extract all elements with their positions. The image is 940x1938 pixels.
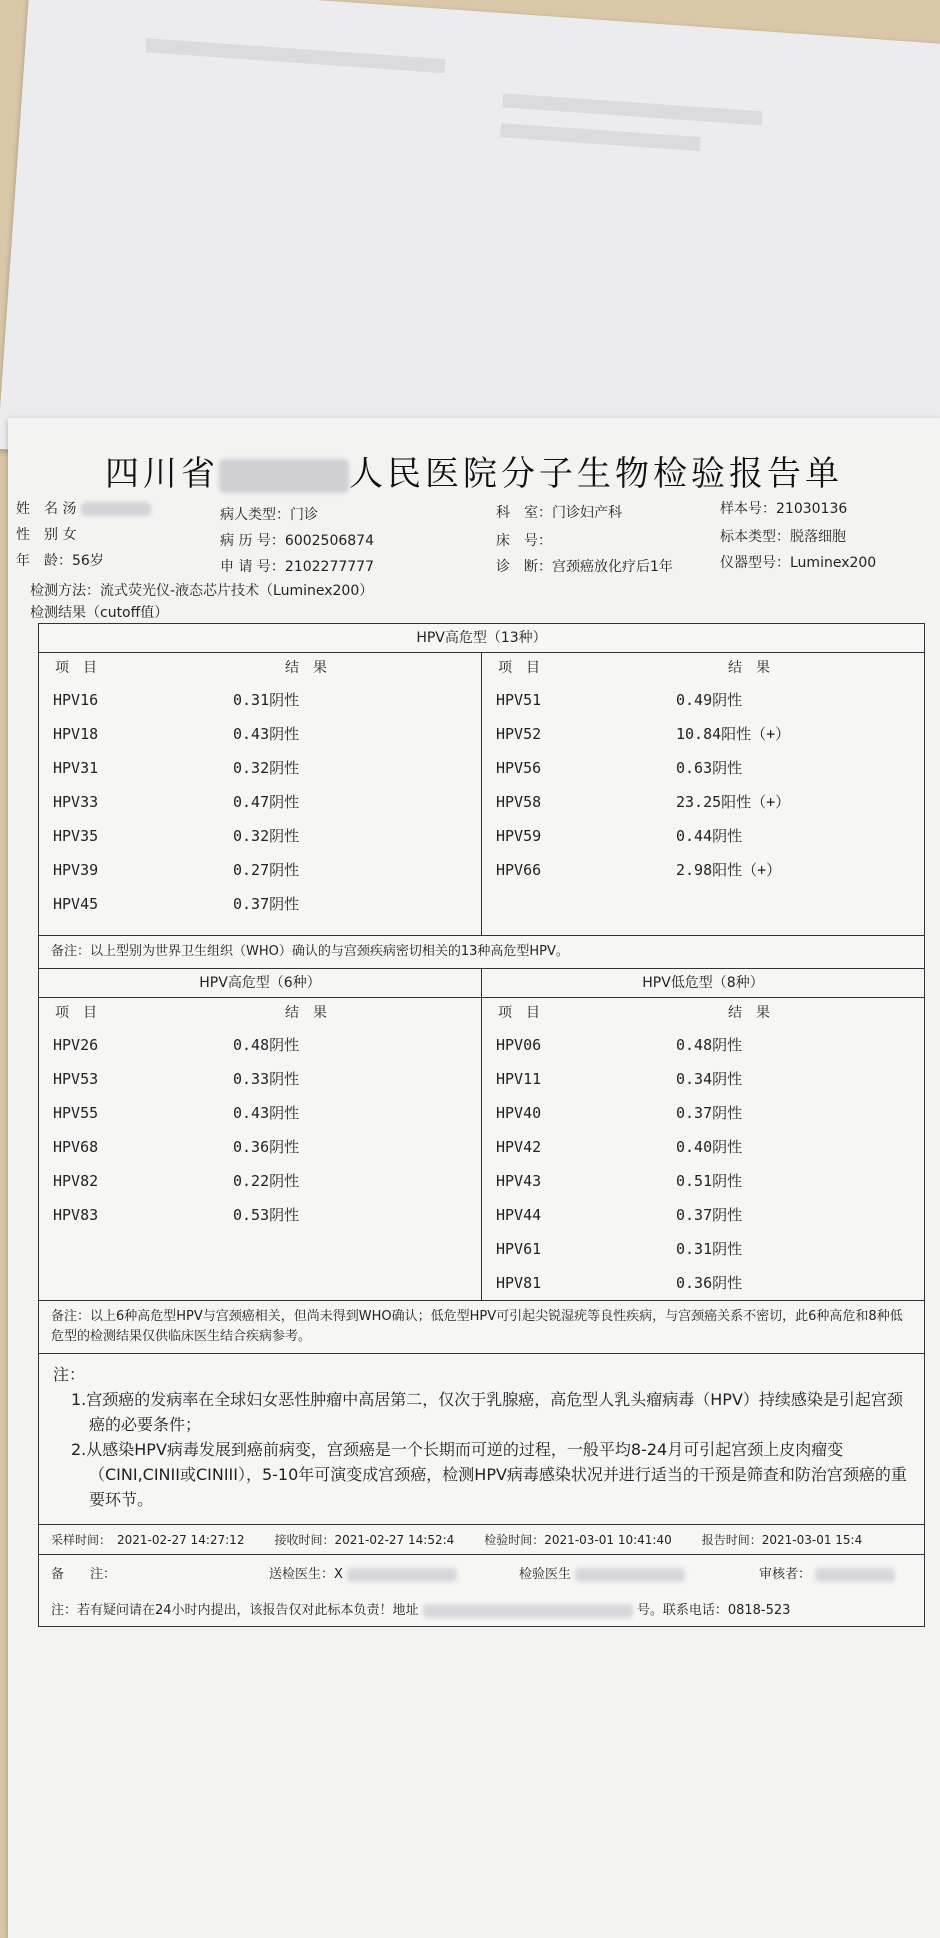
hpv-type: HPV51: [496, 691, 542, 709]
hpv-type: HPV53: [53, 1070, 99, 1088]
hpv-type: HPV82: [53, 1172, 99, 1190]
hpv-type: HPV43: [496, 1172, 542, 1190]
hpv-type: HPV26: [53, 1036, 99, 1054]
sex-field: [16, 524, 76, 544]
high6-low8-section: [39, 998, 924, 1301]
hpv-type: HPV52: [496, 725, 542, 743]
age-value: 56岁: [72, 553, 104, 569]
redacted-region: [81, 502, 151, 516]
dept-label: 科 室: [496, 505, 538, 521]
result-label: 检测结果（cutoff值）: [30, 605, 169, 621]
hpv-type: HPV83: [53, 1206, 99, 1224]
apply-no-value: 2102277777: [284, 559, 374, 575]
col-item-label: 项 目: [55, 660, 97, 676]
table-row: [482, 1062, 924, 1096]
remark-label: 备 注：: [51, 1567, 117, 1582]
report-title: [8, 446, 940, 495]
method-line: 检测方法：流式荧光仪-液态芯片技术（Luminex200）: [30, 583, 374, 599]
hpv-type: HPV68: [53, 1138, 99, 1156]
low8-title: HPV低危型（8种）: [642, 975, 764, 991]
column-header: [39, 998, 481, 1028]
redacted-region: [219, 459, 349, 493]
high6-low8-note: 备注：以上6种高危型HPV与宫颈癌相关，但尚未得到WHO确认；低危型HPV可引起尖锐湿疣等良性疾病，与宫颈癌关系不密切，此6种高危和8种低危型的检测结果仅供临床医生结合疾病参考。: [39, 1301, 924, 1354]
test-doctor-text: 检验医生: [519, 1567, 572, 1582]
receive-time: 接收时间：2021-02-27 14:52:4: [274, 1533, 455, 1547]
test-time: 检验时间：2021-03-01 10:41:40: [484, 1533, 672, 1547]
hpv-type: HPV40: [496, 1104, 542, 1122]
table-row: [482, 1266, 924, 1300]
report-sheet: [8, 418, 940, 1938]
title-right: 人民医院分子生物检验报告单: [349, 454, 843, 494]
table-row: [39, 1198, 481, 1232]
hpv-result: 0.40阴性: [676, 1138, 743, 1156]
hpv-result: 0.31阴性: [233, 691, 300, 709]
table-row: [39, 717, 481, 751]
dept-value: 门诊妇产科: [552, 505, 622, 521]
col-item-label: 项 目: [498, 1005, 540, 1021]
hpv-type: HPV11: [496, 1070, 542, 1088]
patient-type-label: 病人类型: [220, 507, 276, 523]
table-row: [482, 751, 924, 785]
hpv-type: HPV81: [496, 1274, 542, 1292]
high13-left-column: [39, 653, 482, 935]
hpv-result: 0.48阴性: [676, 1036, 743, 1054]
table-row: [482, 1198, 924, 1232]
sample-no-value: 21030136: [776, 501, 848, 517]
test-doctor: [519, 1563, 685, 1582]
hpv-result: 0.49阴性: [676, 691, 743, 709]
name-label: 姓 名: [16, 501, 58, 517]
table-row: [39, 683, 481, 717]
hpv-result: 0.34阴性: [676, 1070, 743, 1088]
hpv-result: 0.33阴性: [233, 1070, 300, 1088]
diagnosis-label: 诊 断: [496, 559, 538, 575]
apply-no-label: 申 请 号: [220, 559, 271, 575]
instrument-value: Luminex200: [790, 555, 877, 571]
faded-print: [145, 38, 445, 73]
hpv-type: HPV55: [53, 1104, 99, 1122]
timestamps-row: [39, 1525, 924, 1555]
table-row: [482, 1096, 924, 1130]
patient-type-field: 病人类型：门诊: [220, 507, 318, 523]
table-row: [39, 785, 481, 819]
hpv-type: HPV61: [496, 1240, 542, 1258]
col-item-label: 项 目: [498, 660, 540, 676]
hpv-type: HPV66: [496, 861, 542, 879]
high6-column: [39, 998, 482, 1300]
low8-column: [482, 998, 924, 1300]
col-result-label: 结 果: [728, 660, 770, 676]
hpv-type: HPV56: [496, 759, 542, 777]
table-row: [482, 1028, 924, 1062]
hpv-result: 0.32阴性: [233, 759, 300, 777]
hpv-type: HPV33: [53, 793, 99, 811]
disclaimer: 注：若有疑问请在24小时内提出，该报告仅对此标本负责！地址: [51, 1603, 419, 1618]
hpv-result: 0.51阴性: [676, 1172, 743, 1190]
send-doctor: [269, 1563, 457, 1582]
hpv-result: 0.43阴性: [233, 725, 300, 743]
note-item: 1.宫颈癌的发病率在全球妇女恶性肿瘤中高居第二，仅次于乳腺癌，高危型人乳头瘤病毒（HPV）持续感染是引起宫颈癌的必要条件；: [71, 1390, 903, 1434]
hpv-result: 0.44阴性: [676, 827, 743, 845]
hpv-type: HPV18: [53, 725, 99, 743]
hpv-result: 0.53阴性: [233, 1206, 300, 1224]
column-header: [482, 998, 924, 1028]
reviewer-text: 审核者：: [759, 1567, 812, 1582]
hpv-type: HPV39: [53, 861, 99, 879]
age-field: 年 龄：56岁: [16, 553, 104, 569]
hpv-result: 0.22阴性: [233, 1172, 300, 1190]
table-row: [39, 1130, 481, 1164]
table-row: [39, 887, 481, 921]
title-left: 四川省: [105, 454, 219, 494]
hpv-type: HPV42: [496, 1138, 542, 1156]
column-header: [482, 653, 924, 683]
hpv-result: 0.37阴性: [233, 895, 300, 913]
table-row: [482, 1164, 924, 1198]
table-row: [482, 819, 924, 853]
results-table: [38, 623, 925, 1627]
table-row: [482, 683, 924, 717]
high13-note: 备注：以上型别为世界卫生组织（WHO）确认的与宫颈疾病密切相关的13种高危型HPV。: [39, 936, 924, 969]
clinical-notes: [39, 1354, 924, 1525]
col-result-label: 结 果: [285, 660, 327, 676]
hpv-type: HPV35: [53, 827, 99, 845]
hpv-type: HPV45: [53, 895, 99, 913]
age-label: 年 龄: [16, 553, 58, 569]
hpv-type: HPV06: [496, 1036, 542, 1054]
table-row: [482, 1232, 924, 1266]
table-row: [39, 853, 481, 887]
col-item-label: 项 目: [55, 1005, 97, 1021]
hpv-result: 0.43阴性: [233, 1104, 300, 1122]
patient-type-value: 门诊: [290, 507, 318, 523]
hpv-result: 0.36阴性: [676, 1274, 743, 1292]
bed-label: 床 号: [496, 533, 538, 549]
redacted-region: [423, 1604, 633, 1618]
hpv-result: 0.32阴性: [233, 827, 300, 845]
sex-value: 女: [62, 527, 77, 543]
dept-field: 科 室：门诊妇产科: [496, 505, 622, 521]
reviewer: [759, 1563, 895, 1582]
hpv-result: 23.25阳性（+）: [676, 793, 791, 811]
hpv-type: HPV31: [53, 759, 99, 777]
high13-section: [39, 653, 924, 936]
column-header: [39, 653, 481, 683]
hpv-type: HPV44: [496, 1206, 542, 1224]
table-row: [482, 853, 924, 887]
name-field: [16, 498, 151, 518]
disclaimer-row: [39, 1595, 924, 1626]
hpv-result: 0.31阴性: [676, 1240, 743, 1258]
table-row: [482, 785, 924, 819]
hpv-result: 0.47阴性: [233, 793, 300, 811]
send-doctor-text: 送检医生：X: [269, 1567, 343, 1582]
apply-no-field: 申 请 号：2102277777: [220, 559, 374, 575]
table-row: [482, 1130, 924, 1164]
col-result-label: 结 果: [728, 1005, 770, 1021]
hpv-result: 0.36阴性: [233, 1138, 300, 1156]
hpv-result: 0.27阴性: [233, 861, 300, 879]
hpv-type: HPV16: [53, 691, 99, 709]
record-no-value: 6002506874: [284, 533, 374, 549]
sample-no-field: 样本号：21030136: [720, 501, 848, 517]
col-result-label: 结 果: [285, 1005, 327, 1021]
instrument-label: 仪器型号: [720, 555, 776, 571]
spacer: [39, 921, 481, 935]
high13-title: HPV高危型（13种）: [39, 624, 924, 653]
sample-type-field: 标本类型：脱落细胞: [720, 529, 846, 545]
instrument-field: 仪器型号：Luminex200: [720, 555, 877, 571]
hpv-type: HPV59: [496, 827, 542, 845]
sample-no-label: 样本号: [720, 501, 762, 517]
table-row: [39, 819, 481, 853]
name-value: 汤: [62, 501, 77, 517]
table-row: [39, 1062, 481, 1096]
note-item: 2.从感染HPV病毒发展到癌前病变，宫颈癌是一个长期而可逆的过程，一般平均8-24月可引起宫颈上皮肉瘤变（CINI,CINII或CINIII），5-10年可演变成宫颈癌，检测HPV病毒感染状况并进行适当的干预是筛查和防治宫颈癌的重要环节。: [71, 1440, 907, 1509]
high6-title: HPV高危型（6种）: [39, 969, 482, 997]
redacted-region: [575, 1568, 685, 1582]
hpv-type: HPV58: [496, 793, 542, 811]
hpv-result: 0.37阴性: [676, 1206, 743, 1224]
sub-section-titles: [39, 969, 924, 998]
high13-right-column: [482, 653, 924, 935]
table-row: [482, 717, 924, 751]
phone: 号。联系电话：0818-523: [636, 1603, 791, 1618]
table-row: [39, 751, 481, 785]
hpv-result: 2.98阳性（+）: [676, 861, 782, 879]
sex-label: 性 别: [16, 527, 58, 543]
hpv-result: 0.48阴性: [233, 1036, 300, 1054]
table-row: [39, 1164, 481, 1198]
hpv-result: 10.84阳性（+）: [676, 725, 791, 743]
diagnosis-value: 宫颈癌放化疗后1年: [552, 559, 673, 575]
redacted-region: [815, 1568, 895, 1582]
faded-print: [502, 93, 762, 125]
signatures-row: [39, 1555, 924, 1595]
notes-title: 注：: [53, 1365, 86, 1384]
diagnosis-field: 诊 断：宫颈癌放化疗后1年: [496, 559, 673, 575]
faded-print: [500, 123, 700, 151]
redacted-region: [347, 1568, 457, 1582]
record-no-field: 病 历 号：6002506874: [220, 533, 374, 549]
table-row: [39, 1028, 481, 1062]
table-row: [39, 1096, 481, 1130]
report-time: 报告时间：2021-03-01 15:4: [701, 1533, 863, 1547]
record-no-label: 病 历 号: [220, 533, 271, 549]
bed-field: 床 号：: [496, 533, 552, 549]
sample-type-value: 脱落细胞: [790, 529, 846, 545]
sample-type-label: 标本类型: [720, 529, 776, 545]
hpv-result: 0.63阴性: [676, 759, 743, 777]
hpv-result: 0.37阴性: [676, 1104, 743, 1122]
collect-time: 采样时间： 2021-02-27 14:27:12: [51, 1533, 245, 1547]
